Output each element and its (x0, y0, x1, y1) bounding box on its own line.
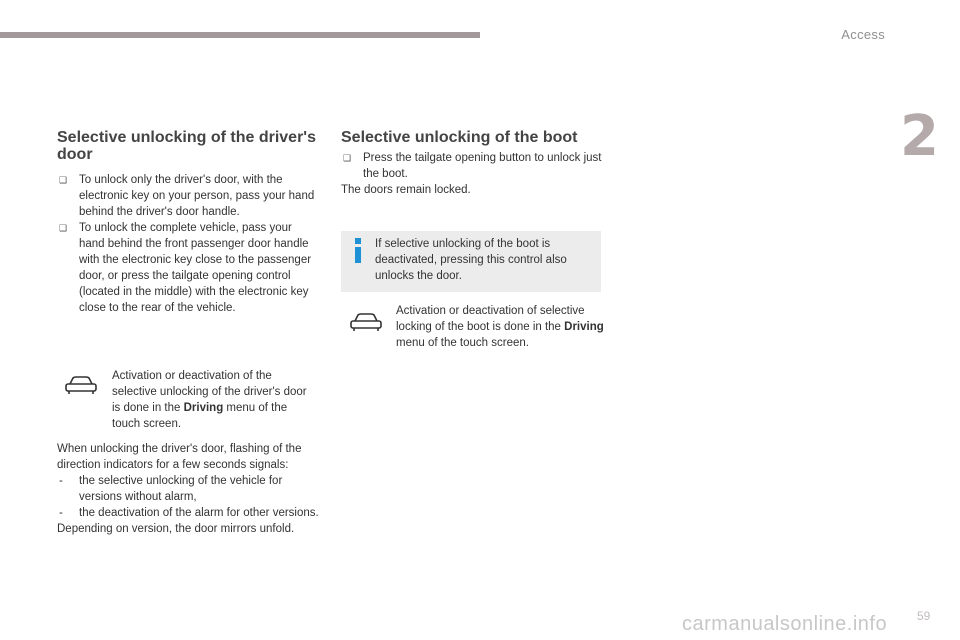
watermark-text: carmanualsonline.info (682, 613, 888, 635)
left-column (57, 129, 319, 316)
signal-item-2: - the deactivation of the alarm for other versions. (59, 507, 319, 519)
doors-locked-text: The doors remain locked. (341, 184, 471, 196)
signals-intro: When unlocking the driver's door, flashing of the direction indicators for a few seconds signals: (57, 443, 302, 471)
right-column (341, 129, 605, 198)
left-bullet-2: ❑ To unlock the complete vehicle, pass your hand behind the front passenger door handle with the electronic key close to the passenger door, or press the tailgate opening control (located in the middle) with the electronic key close to the rear of the vehicle. (59, 222, 312, 314)
signal-item-1: - the selective unlocking of the vehicle for versions without alarm, (59, 475, 283, 503)
info-icon (354, 238, 362, 262)
car-icon (349, 312, 383, 332)
car-icon (64, 375, 98, 395)
mirrors-text: Depending on version, the door mirrors unfold. (57, 523, 295, 535)
top-color-bar (0, 32, 480, 38)
right-title: Selective unlocking of the boot (341, 129, 578, 146)
info-note-box (341, 231, 601, 292)
left-title: Selective unlocking of the driver's door (57, 129, 316, 163)
chapter-number: 2 (900, 104, 939, 169)
page-number: 59 (917, 609, 931, 623)
checkbox-bullet-icon: ❑ (343, 153, 352, 163)
checkbox-bullet-icon: ❑ (59, 175, 68, 185)
section-header: Access (841, 27, 885, 42)
right-bullet-1: ❑ Press the tailgate opening button to unlock just the boot. (343, 152, 602, 180)
left-bullet-1: ❑ To unlock only the driver's door, with the electronic key on your person, pass your hand behind the driver's door handle. (59, 174, 315, 218)
checkbox-bullet-icon: ❑ (59, 223, 68, 233)
right-activation-text: Activation or deactivation of selective locking of the boot is done in the Driving menu of the touch screen. (396, 305, 604, 349)
note-text: If selective unlocking of the boot is deactivated, pressing this control also unlocks the door. (375, 238, 567, 282)
left-activation-text: Activation or deactivation of the selective unlocking of the driver's door is done in the Driving menu of the touch screen. (112, 370, 307, 430)
left-signals-block (57, 441, 319, 537)
